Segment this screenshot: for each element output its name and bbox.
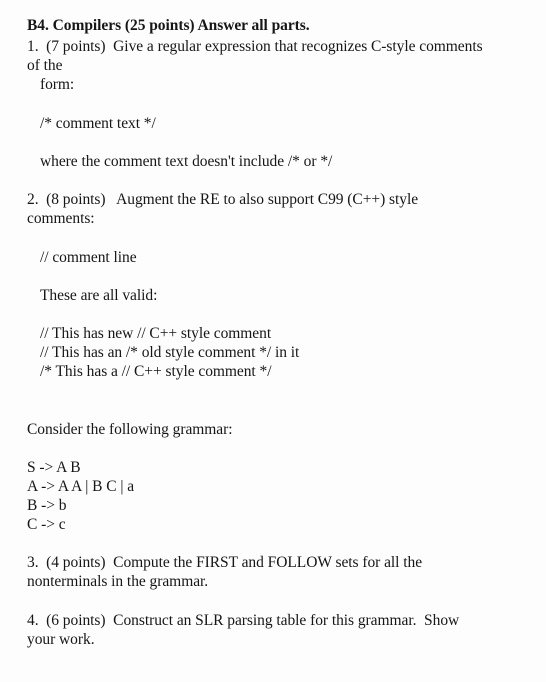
section-heading: B4. Compilers (25 points) Answer all parts. <box>27 17 310 34</box>
question-3-text-line-2: nonterminals in the grammar. <box>27 573 209 590</box>
valid-example-2: // This has an /* old style comment */ in it <box>40 344 300 361</box>
question-1-text-line-2: of the <box>27 57 63 74</box>
question-1-condition: where the comment text doesn't include /* or */ <box>40 153 333 170</box>
question-3-text-line-1: 3. (4 points) Compute the FIRST and FOLLOW sets for all the <box>27 554 423 571</box>
question-2-example: // comment line <box>40 249 137 266</box>
question-1-text-line-3: form: <box>40 76 75 93</box>
question-1-example: /* comment text */ <box>40 115 156 132</box>
grammar-intro: Consider the following grammar: <box>27 421 233 438</box>
grammar-rule: B -> b <box>27 497 67 514</box>
grammar-rule: A -> A A | B C | a <box>27 478 135 495</box>
question-1-text-line-1: 1. (7 points) Give a regular expression that recognizes C-style comments <box>27 38 483 55</box>
question-2-text-line-2: comments: <box>27 210 95 227</box>
question-2-valid-intro: These are all valid: <box>40 287 158 304</box>
question-4-text-line-1: 4. (6 points) Construct an SLR parsing table for this grammar. Show <box>27 612 460 629</box>
grammar-rule: S -> A B <box>27 459 81 476</box>
question-4-text-line-2: your work. <box>27 631 95 648</box>
question-2-text-line-1: 2. (8 points) Augment the RE to also support C99 (C++) style <box>27 191 419 208</box>
valid-example-1: // This has new // C++ style comment <box>40 325 272 342</box>
grammar-rule: C -> c <box>27 516 66 533</box>
valid-example-3: /* This has a // C++ style comment */ <box>40 363 272 380</box>
